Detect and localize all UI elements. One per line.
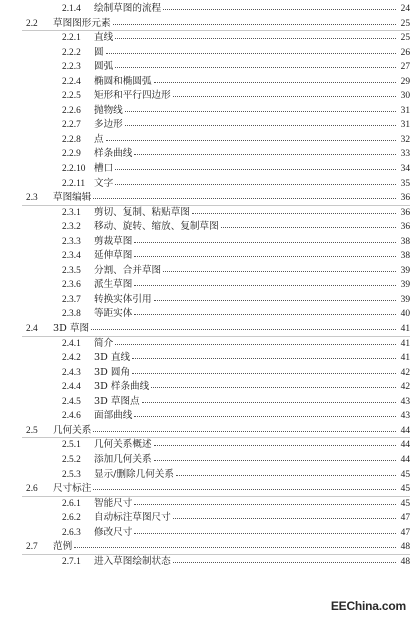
toc-number: 2.2.3 (62, 62, 81, 73)
toc-subsection-row[interactable] (26, 526, 410, 541)
toc-subsection-row[interactable] (26, 293, 410, 308)
toc-page-number: 30 (400, 91, 410, 102)
toc-number: 2.4 (26, 324, 38, 335)
toc-number: 2.2.9 (62, 149, 81, 160)
toc-title: 抛物线 (94, 104, 123, 116)
dot-leader (192, 213, 396, 214)
toc-title: 椭圆和椭圆弧 (94, 75, 152, 87)
toc-number: 2.3.8 (62, 309, 81, 320)
toc-page-number: 25 (400, 18, 410, 29)
toc-page-number: 48 (400, 542, 410, 553)
toc-subsection-row[interactable] (26, 249, 410, 264)
dot-leader (93, 198, 396, 199)
toc-number: 2.2.5 (62, 91, 81, 102)
toc-subsection-row[interactable] (26, 409, 410, 424)
toc-page-number: 39 (400, 265, 410, 276)
toc-page-number: 41 (400, 338, 410, 349)
toc-number: 2.4.4 (62, 382, 81, 393)
toc-page-number: 41 (400, 324, 410, 335)
toc-title: 修改尺寸 (94, 526, 133, 538)
toc-subsection-row[interactable] (26, 438, 410, 453)
dot-leader (134, 416, 396, 417)
toc-title: 显示/删除几何关系 (94, 468, 174, 480)
toc-subsection-row[interactable] (26, 468, 410, 483)
dot-leader (106, 140, 396, 141)
toc-number: 2.2.6 (62, 105, 81, 116)
toc-number: 2.4.3 (62, 367, 81, 378)
toc-title: 3D 草图点 (94, 395, 140, 407)
dot-leader (93, 431, 396, 432)
toc-subsection-row[interactable] (26, 220, 410, 235)
toc-section-row[interactable] (26, 17, 410, 32)
toc-title: 尺寸标注 (53, 483, 92, 495)
toc-number: 2.3.6 (62, 280, 81, 291)
toc-number: 2.2.4 (62, 76, 81, 87)
toc-title: 多边形 (94, 119, 123, 131)
toc-number: 2.6 (26, 484, 38, 495)
toc-section-row[interactable] (26, 482, 410, 497)
toc-title: 点 (94, 133, 104, 145)
toc-page-number: 38 (400, 251, 410, 262)
toc-subsection-row[interactable] (26, 497, 410, 512)
toc-page-number: 35 (400, 178, 410, 189)
toc-subsection-row[interactable] (26, 162, 410, 177)
toc-page-number: 36 (400, 207, 410, 218)
toc-title: 3D 直线 (94, 352, 131, 364)
toc-title: 简介 (94, 337, 114, 349)
toc-subsection-row[interactable] (26, 89, 410, 104)
dot-leader (176, 475, 396, 476)
dot-leader (163, 271, 396, 272)
dot-leader (154, 445, 396, 446)
toc-section-row[interactable] (26, 191, 410, 206)
dot-leader (154, 460, 396, 461)
dot-leader (151, 387, 396, 388)
toc-subsection-row[interactable] (26, 104, 410, 119)
toc-title: 文字 (94, 177, 114, 189)
toc-page-number: 25 (400, 33, 410, 44)
toc-title: 圆弧 (94, 61, 114, 73)
toc-title: 样条曲线 (94, 148, 133, 160)
toc-page-number: 24 (400, 4, 410, 14)
dot-leader (113, 24, 396, 25)
dot-leader (173, 96, 396, 97)
toc-subsection-row[interactable] (26, 453, 410, 468)
toc-page-number: 27 (400, 62, 410, 73)
dot-leader (91, 329, 396, 330)
toc-number: 2.4.6 (62, 411, 81, 422)
toc-subsection-row[interactable] (26, 395, 410, 410)
dot-leader (115, 67, 396, 68)
toc-number: 2.4.1 (62, 338, 81, 349)
toc-number: 2.5.2 (62, 454, 81, 465)
toc-title: 转换实体引用 (94, 293, 152, 305)
toc-subsection-row[interactable] (26, 337, 410, 352)
toc-number: 2.4.2 (62, 353, 81, 364)
toc-number: 2.4.5 (62, 396, 81, 407)
toc-page-number: 42 (400, 367, 410, 378)
toc-number: 2.2.11 (62, 178, 86, 189)
toc-number: 2.3.2 (62, 222, 81, 233)
toc-page-number: 43 (400, 396, 410, 407)
toc-page-number: 36 (400, 193, 410, 204)
toc-page-number: 26 (400, 47, 410, 58)
toc-subsection-row[interactable] (26, 380, 410, 395)
toc-number: 2.5.3 (62, 469, 81, 480)
toc-number: 2.5 (26, 425, 38, 436)
toc-number: 2.6.1 (62, 498, 81, 509)
toc-page-number: 33 (400, 149, 410, 160)
toc-subsection-row[interactable] (26, 366, 410, 381)
toc-number: 2.3 (26, 193, 38, 204)
toc-title: 矩形和平行四边形 (94, 90, 171, 102)
dot-leader (134, 285, 396, 286)
toc-subsection-row[interactable] (26, 2, 410, 17)
toc-page-number: 29 (400, 76, 410, 87)
toc-number: 2.3.3 (62, 236, 81, 247)
toc-title: 绘制草图的流程 (94, 3, 162, 14)
toc-title: 面部曲线 (94, 410, 133, 422)
toc-section-row[interactable] (26, 540, 410, 555)
dot-leader (115, 184, 396, 185)
toc-page-number: 41 (400, 353, 410, 364)
toc-subsection-row[interactable] (26, 235, 410, 250)
toc-number: 2.3.5 (62, 265, 81, 276)
dot-leader (173, 518, 396, 519)
toc-title: 剪切、复制、粘贴草图 (94, 206, 190, 218)
toc-subsection-row[interactable] (26, 264, 410, 279)
toc-number: 2.2.2 (62, 47, 81, 58)
toc-subsection-row[interactable] (26, 147, 410, 162)
toc-subsection-row[interactable] (26, 46, 410, 61)
toc-page-number: 44 (400, 440, 410, 451)
dot-leader (134, 533, 396, 534)
toc-page-number: 40 (400, 309, 410, 320)
toc-number: 2.5.1 (62, 440, 81, 451)
toc-number: 2.7 (26, 542, 38, 553)
toc-page-number: 47 (400, 527, 410, 538)
dot-leader (115, 344, 396, 345)
toc-page-number: 43 (400, 411, 410, 422)
toc-title: 3D 草图 (53, 323, 90, 335)
toc-title: 智能尺寸 (94, 497, 133, 509)
toc-title: 草图编辑 (53, 192, 92, 204)
toc-number: 2.2.8 (62, 134, 81, 145)
toc-page-number: 32 (400, 134, 410, 145)
dot-leader (115, 169, 396, 170)
toc-page-number: 44 (400, 425, 410, 436)
toc-subsection-row[interactable] (26, 555, 410, 570)
toc-subsection-row[interactable] (26, 206, 410, 221)
toc-title: 移动、旋转、缩放、复制草图 (94, 221, 219, 233)
toc-title: 圆 (94, 46, 104, 58)
toc-subsection-row[interactable] (26, 75, 410, 90)
toc-title: 槽口 (94, 163, 114, 175)
toc-title: 范例 (53, 541, 73, 553)
toc-number: 2.1.4 (62, 4, 81, 14)
dot-leader (115, 38, 396, 39)
toc-subsection-row[interactable] (26, 133, 410, 148)
toc-title: 分割、合并草图 (94, 264, 162, 276)
toc-title: 延伸草图 (94, 250, 133, 262)
toc-page-number: 47 (400, 513, 410, 524)
toc-number: 2.3.7 (62, 294, 81, 305)
dot-leader (74, 547, 396, 548)
toc-page-number: 36 (400, 222, 410, 233)
toc-subsection-row[interactable] (26, 351, 410, 366)
toc-title: 派生草图 (94, 279, 133, 291)
dot-leader (154, 82, 396, 83)
toc-title: 等距实体 (94, 308, 133, 320)
dot-leader (154, 300, 396, 301)
dot-leader (134, 256, 396, 257)
toc-subsection-row[interactable] (26, 511, 410, 526)
toc-title: 草图图形元素 (53, 17, 111, 29)
toc-subsection-row[interactable] (26, 31, 410, 46)
toc-title: 几何关系概述 (94, 439, 152, 451)
toc-page-number: 44 (400, 454, 410, 465)
toc-number: 2.2.7 (62, 120, 81, 131)
dot-leader (93, 489, 396, 490)
dot-leader (134, 314, 396, 315)
toc-page-number: 38 (400, 236, 410, 247)
dot-leader (134, 154, 396, 155)
toc-page-number: 31 (400, 105, 410, 116)
dot-leader (125, 111, 396, 112)
toc-title: 添加几何关系 (94, 453, 152, 465)
toc-number: 2.2.1 (62, 33, 81, 44)
dot-leader (173, 562, 396, 563)
table-of-contents (26, 2, 410, 569)
dot-leader (132, 373, 396, 374)
toc-title: 进入草图绘制状态 (94, 555, 171, 567)
watermark: EEChina.com (330, 599, 406, 613)
toc-page-number: 45 (400, 498, 410, 509)
dot-leader (142, 402, 396, 403)
toc-subsection-row[interactable] (26, 118, 410, 133)
dot-leader (163, 9, 396, 10)
toc-title: 剪裁草图 (94, 235, 133, 247)
toc-title: 直线 (94, 32, 114, 44)
toc-page-number: 39 (400, 294, 410, 305)
dot-leader (132, 358, 396, 359)
toc-page-number: 31 (400, 120, 410, 131)
toc-page-number: 39 (400, 280, 410, 291)
toc-number: 2.2 (26, 18, 38, 29)
toc-title: 几何关系 (53, 424, 92, 436)
toc-subsection-row[interactable] (26, 307, 410, 322)
toc-subsection-row[interactable] (26, 278, 410, 293)
toc-page-number: 34 (400, 164, 410, 175)
toc-section-row[interactable] (26, 322, 410, 337)
toc-page-number: 42 (400, 382, 410, 393)
toc-number: 2.6.3 (62, 527, 81, 538)
toc-number: 2.3.4 (62, 251, 81, 262)
dot-leader (221, 227, 396, 228)
toc-number: 2.6.2 (62, 513, 81, 524)
toc-subsection-row[interactable] (26, 177, 410, 192)
toc-title: 3D 样条曲线 (94, 381, 150, 393)
toc-subsection-row[interactable] (26, 60, 410, 75)
dot-leader (125, 125, 396, 126)
toc-number: 2.3.1 (62, 207, 81, 218)
dot-leader (134, 504, 396, 505)
toc-number: 2.2.10 (62, 164, 86, 175)
toc-title: 自动标注草图尺寸 (94, 512, 171, 524)
toc-number: 2.7.1 (62, 556, 81, 567)
toc-page-number: 48 (400, 556, 410, 567)
dot-leader (134, 242, 396, 243)
dot-leader (106, 53, 396, 54)
toc-title: 3D 圆角 (94, 366, 131, 378)
toc-page-number: 45 (400, 484, 410, 495)
toc-page-number: 45 (400, 469, 410, 480)
toc-section-row[interactable] (26, 424, 410, 439)
